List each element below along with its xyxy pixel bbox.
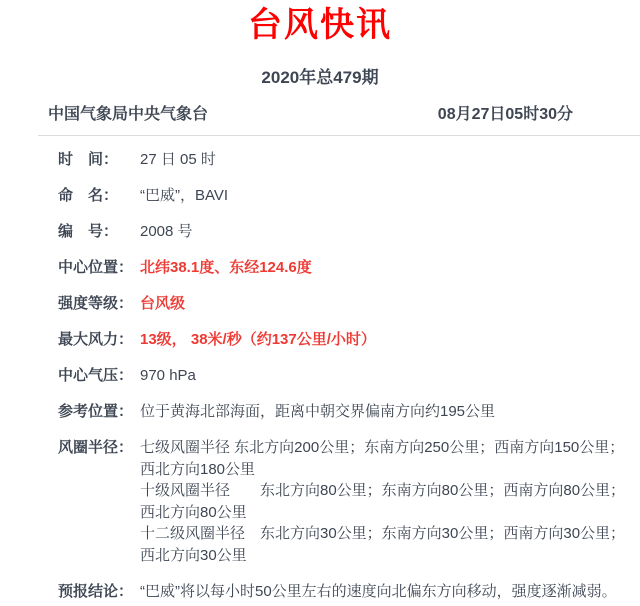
row-label: 预报结论： — [58, 582, 134, 600]
row-label: 中心气压： — [58, 367, 134, 384]
row-value — [140, 329, 632, 351]
agency-name: 中国气象局中央气象台 — [48, 106, 209, 123]
row-label: 参考位置： — [58, 403, 134, 420]
row-label: 最大风力： — [58, 331, 134, 348]
publish-time: 08月27日05时30分 — [437, 106, 573, 123]
info-rows — [0, 136, 640, 602]
page-title: 台风快讯 — [248, 6, 392, 44]
row-value — [140, 581, 632, 603]
row-value-line: 位于黄海北部海面，距离中朝交界偏南方向约195公里 — [140, 403, 496, 420]
info-row — [0, 329, 640, 351]
header-divider-wrap — [38, 106, 640, 136]
row-value-line: 北纬38.1度、东经124.6度 — [140, 259, 312, 276]
info-row — [0, 149, 640, 171]
info-row — [0, 257, 640, 279]
row-value-line: 十级风圈半径 东北方向80公里；东南方向80公里；西南方向80公里；西北方向80公里 — [140, 482, 626, 521]
row-value — [140, 149, 632, 171]
row-label: 中心位置： — [58, 259, 134, 276]
info-row — [0, 581, 640, 603]
info-row — [0, 437, 640, 566]
info-row — [0, 221, 640, 243]
row-value-line: 970 hPa — [140, 367, 196, 384]
row-value — [140, 437, 632, 566]
row-label: 风圈半径： — [58, 439, 134, 456]
info-row — [0, 401, 640, 423]
row-value — [140, 293, 632, 315]
row-value-line: 七级风圈半径 东北方向200公里；东南方向250公里；西南方向150公里；西北方向180公里 — [140, 439, 625, 478]
row-label: 命 名： — [58, 187, 119, 204]
row-label: 编 号： — [58, 223, 119, 240]
row-value-line: 2008 号 — [140, 223, 193, 240]
row-value — [140, 401, 632, 423]
row-value-line: 27 日 05 时 — [140, 151, 216, 168]
row-label: 强度等级： — [58, 295, 134, 312]
row-value-line: 台风级 — [140, 295, 186, 312]
row-value-line: 十二级风圈半径 东北方向30公里；东南方向30公里；西南方向30公里；西北方向30公里 — [140, 525, 626, 564]
row-value — [140, 365, 632, 387]
info-row — [0, 365, 640, 387]
row-value — [140, 257, 632, 279]
info-row — [0, 293, 640, 315]
row-value-line: 13级， 38米/秒（约137公里/小时） — [140, 331, 376, 348]
header-row — [38, 106, 640, 124]
info-row — [0, 185, 640, 207]
row-value-line: “巴威”将以每小时50公里左右的速度向北偏东方向移动，强度逐渐减弱。 — [140, 582, 617, 600]
row-label: 时 间： — [58, 151, 119, 168]
row-value-line: “巴威”，BAVI — [140, 187, 229, 204]
row-value — [140, 185, 632, 207]
issue-number: 2020年总479期 — [261, 68, 379, 87]
row-value — [140, 221, 632, 243]
